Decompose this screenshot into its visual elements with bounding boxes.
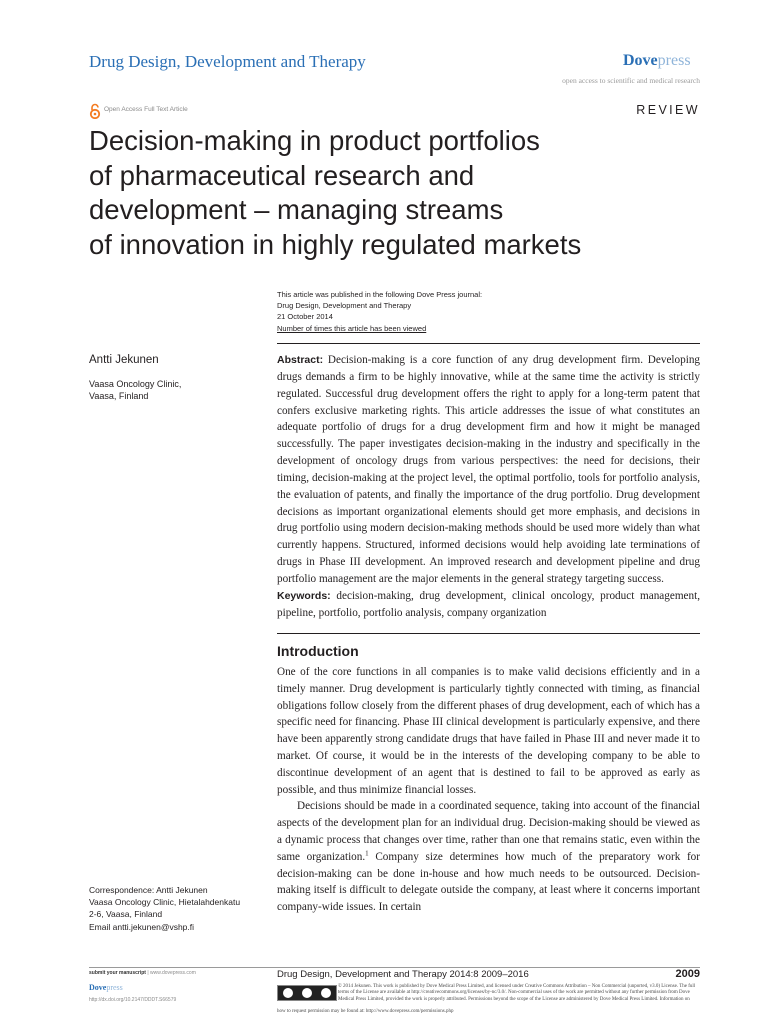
affiliation-line: Vaasa Oncology Clinic, <box>89 379 182 389</box>
journal-citation: Drug Design, Development and Therapy 2014:8 2009–2016 <box>277 969 529 980</box>
divider <box>277 343 700 344</box>
cc-circle <box>302 988 312 998</box>
section-body <box>277 664 700 916</box>
creative-commons-icon <box>277 985 337 1001</box>
publication-date: 21 October 2014 <box>277 312 333 322</box>
cc-circle <box>321 988 331 998</box>
keywords-label: Keywords: <box>277 589 331 602</box>
license-text: © 2014 Jekunen. This work is published by Dove Medical Press Limited, and licensed under Creative Commons Attribution – Non Commercial (unported, v3.0) License. The full terms of the License are available at http://creativecommons.org/licenses/by-nc/3.0/. Non-commercial uses of the work are permitted without any further permission from Dove Medical Press Limited, provided the work is properly attributed. Permissions beyond the scope of the License are administered by Dove Medical Press Limited. Information on <box>338 984 696 1002</box>
divider <box>277 633 700 634</box>
submit-label: submit your manuscript <box>89 970 146 976</box>
title-line: Decision-making in product portfolios <box>89 125 540 156</box>
cc-circle <box>283 988 293 998</box>
logo-light-text: press <box>657 52 691 69</box>
title-line: of pharmaceutical research and <box>89 159 475 191</box>
submit-manuscript-link[interactable] <box>89 970 196 976</box>
dovepress-logo <box>623 52 691 70</box>
body-paragraph <box>277 798 700 916</box>
abstract-paragraph <box>277 352 700 588</box>
license-text: how to request permission may be found at: http://www.dovepress.com/permissions.php <box>277 1009 454 1014</box>
body-paragraph: One of the core functions in all companies is to make valid decisions efficiently and in a timely manner. Drug development is particularly tightly connected with timing, as financial obligations follow closely from the different phases of drug development, each of which has a specific need for financing. Phase III clinical development is particularly expensive, and there have been apparently strong candidate drugs that have failed in Phase III and never made it to market. Of course, it would be in the interests of the developing company to be able to discontinue development of an agent that is destined to fail to be approved as early as possible, and thus minimize financial losses. <box>277 666 700 796</box>
correspondence-line: Vaasa Oncology Clinic, Hietalahdenkatu <box>89 897 241 908</box>
reference-marker[interactable]: 1 <box>365 849 369 858</box>
page-number: 2009 <box>675 968 700 980</box>
logo-bold-text: Dove <box>623 52 658 69</box>
abstract <box>277 352 700 622</box>
open-access-label: Open Access Full Text Article <box>104 106 188 113</box>
title-line: of innovation in highly regulated markets <box>89 228 582 260</box>
keywords-text: decision-making, drug development, clinical oncology, product management, pipeline, portfolio, portfolio analysis, company organization <box>277 589 700 619</box>
correspondence-line: Correspondence: Antti Jekunen <box>89 885 208 895</box>
article-type-label: REVIEW <box>636 103 700 117</box>
affiliation-line: Vaasa, Finland <box>89 391 149 401</box>
publication-journal: Drug Design, Development and Therapy <box>277 301 412 311</box>
author-name: Antti Jekunen <box>89 354 159 366</box>
section-heading: Introduction <box>277 643 359 659</box>
paragraph-text: Decisions should be made in a coordinated sequence, taking into account of the financial aspects of the development plan for an individual drug. Decision-making should be viewed as a dynamic process that changes over time, rather than one that remains static, even within the same organization. <box>277 800 700 863</box>
paragraph-text: Company size determines how much of the preparatory work for decision-making can be done in-house and how much needs to be outsourced. Decision-making itself is difficult to delegate outside the company, at least where it concerns important company-wide issues. In certain <box>277 850 701 914</box>
footer-dovepress-logo <box>89 983 123 992</box>
article-title <box>89 124 589 262</box>
keywords-paragraph <box>277 588 700 622</box>
logo-light-text: press <box>106 983 123 992</box>
open-access-lock-icon <box>89 103 101 119</box>
abstract-text: Decision-making is a core function of any drug development firm. Developing drugs demands a firm to be highly innovative, while at the same time the activity is strictly regulated. Successful drug development offers the right to apply for a long-term patent that confers exclusive marketing rights. This article addresses the issue of what constitutes an adequate portfolio of drugs for a drug development firm and how it might be managed successfully. The paper investigates decision-making in the industry and specifically in the development of oncology drugs from various perspectives: the need for decisions, their timing, decision-making at the project level, the optimal portfolio, tools for portfolio analysis, the evaluation of patents, and finally the importance of the drug portfolio. Drug development decisions as important organizational elements should get more emphasis, and decisions in drug portfolio using modern decision-making methods should be used more widely than what currently happens. Structured, informed decisions would help avoiding late terminations of drugs in Phase III development. An improved research and development pipeline and drug portfolio management are the major elements in the general strategy targeting success. <box>277 354 701 585</box>
correspondence-email[interactable]: Email antti.jekunen@vshp.fi <box>89 921 195 932</box>
journal-tagline: open access to scientific and medical research <box>562 76 700 85</box>
publication-statement: This article was published in the following Dove Press journal: <box>277 290 483 299</box>
publication-info <box>277 289 577 334</box>
logo-bold-text: Dove <box>89 983 107 992</box>
footer-divider <box>89 967 700 968</box>
correspondence-line: 2-6, Vaasa, Finland <box>89 909 163 920</box>
submit-url: | www.dovepress.com <box>145 970 196 976</box>
correspondence <box>89 884 240 933</box>
abstract-label: Abstract: <box>277 354 324 366</box>
journal-name: Drug Design, Development and Therapy <box>89 52 366 71</box>
doi-link[interactable]: http://dx.doi.org/10.2147/DDDT.S66579 <box>89 997 177 1003</box>
author-affiliation <box>89 378 181 402</box>
views-count-link[interactable]: Number of times this article has been viewed <box>277 323 427 333</box>
title-line: development – managing streams <box>89 194 504 225</box>
